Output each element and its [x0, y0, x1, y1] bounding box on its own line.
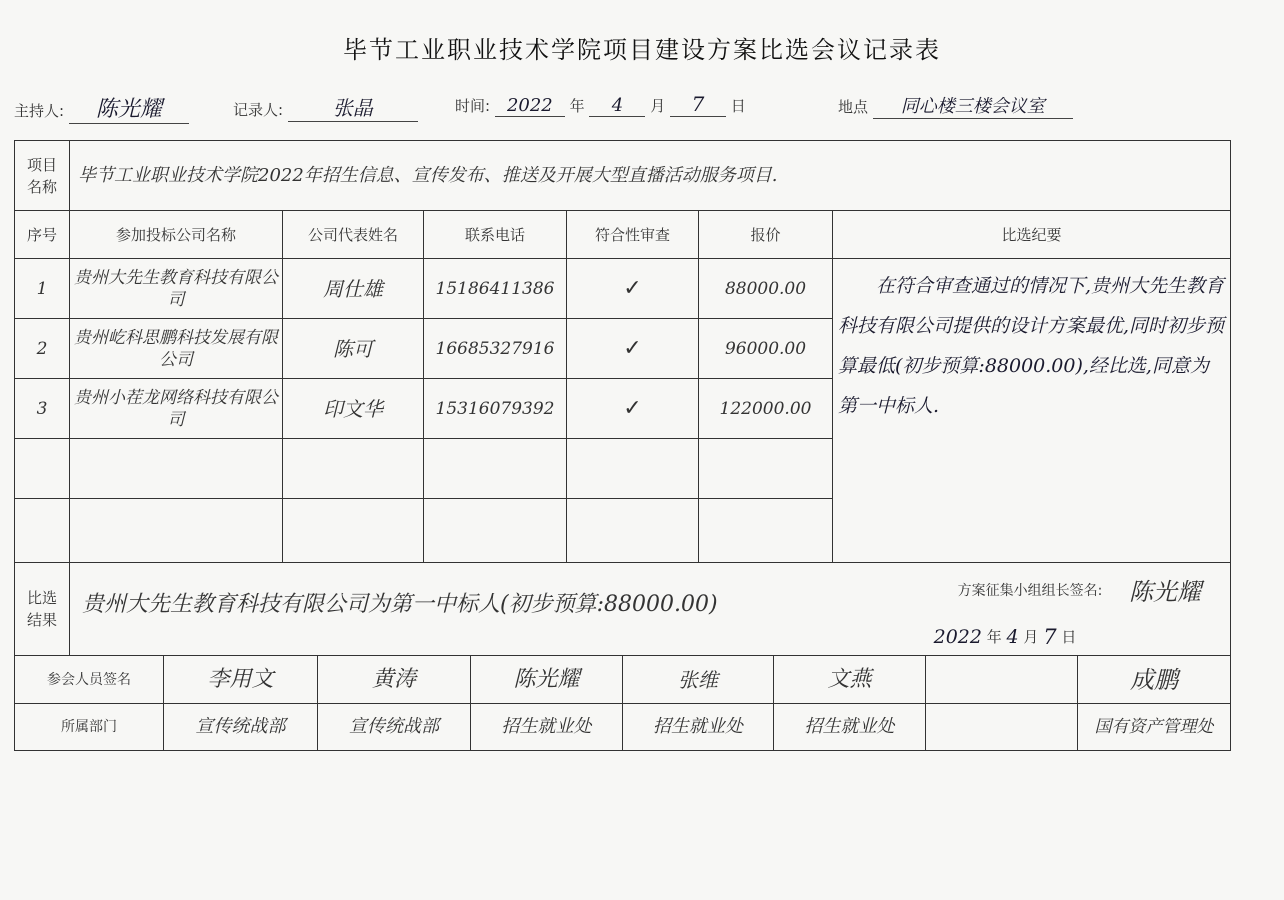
result-day-unit: 日 [1061, 628, 1077, 646]
leader-signature: 陈光耀 [1129, 578, 1201, 606]
meeting-month: 4 [589, 95, 645, 117]
result-year-unit: 年 [986, 628, 1002, 646]
row1-compliance-check: ✓ [623, 275, 642, 301]
row3-price: 122000.00 [719, 398, 812, 419]
month-unit: 月 [650, 97, 666, 115]
attendee-signature-3: 陈光耀 [513, 666, 580, 692]
result-date [905, 622, 1105, 652]
row3-seq: 3 [36, 398, 48, 419]
result-label-line1: 比选 [26, 589, 57, 607]
time-field [455, 92, 746, 117]
recorder-signature: 张晶 [288, 92, 418, 122]
row3-rep: 印文华 [323, 396, 383, 421]
row1-company: 贵州大先生教育科技有限公司 [74, 267, 278, 310]
department-label: 所属部门 [61, 719, 117, 735]
attendee-signature-7: 成鹏 [1130, 665, 1178, 694]
attendee-sign-label: 参会人员签名 [47, 671, 131, 688]
attendee-department-1: 宣传统战部 [195, 716, 286, 737]
table-border-right [1230, 140, 1231, 751]
project-label-line2: 名称 [26, 177, 57, 196]
project-label-line1: 项目 [26, 155, 57, 174]
place-field [838, 92, 1073, 119]
table-rule [69, 562, 70, 656]
attendee-signature-6 [926, 656, 1077, 703]
attendee-signature-2: 黄涛 [371, 666, 416, 692]
host-label: 主持人: [14, 102, 65, 120]
meeting-year: 2022 [495, 95, 565, 117]
time-label: 时间: [455, 97, 491, 115]
host-signature: 陈光耀 [69, 92, 189, 124]
host-field [14, 92, 189, 124]
row2-company: 贵州屹科思鹏科技发展有限公司 [74, 327, 278, 370]
leader-signature-label: 方案征集小组组长签名: [957, 583, 1103, 599]
attendee-signature-1: 李用文 [207, 666, 274, 692]
row1-price: 88000.00 [724, 278, 807, 299]
header-seq: 序号 [26, 225, 57, 244]
header-phone: 联系电话 [464, 225, 525, 244]
row1-seq: 1 [36, 278, 48, 299]
row1-rep: 周仕雄 [323, 276, 383, 301]
selection-notes: 在符合审查通过的情况下,贵州大先生教育科技有限公司提供的设计方案最优,同时初步预算最低(初步预算:88000.00),经比选,同意为第一中标人. [838, 275, 1225, 417]
row2-rep: 陈可 [333, 336, 373, 361]
row3-company: 贵州小茬龙网络科技有限公司 [74, 387, 278, 430]
attendee-signature-4: 张维 [678, 667, 718, 692]
header-rep: 公司代表姓名 [307, 225, 398, 244]
document-title: 毕节工业职业技术学院项目建设方案比选会议记录表 [343, 36, 941, 64]
result-year: 2022 [933, 626, 982, 648]
header-notes: 比选纪要 [1001, 225, 1062, 244]
attendee-department-6 [926, 704, 1077, 750]
result-label [15, 563, 69, 655]
project-label [15, 141, 69, 210]
table-rule [14, 562, 1231, 563]
row2-phone: 16685327916 [435, 338, 555, 359]
header-company: 参加投标公司名称 [115, 225, 236, 244]
place-label: 地点 [838, 98, 869, 116]
attendee-department-7: 国有资产管理处 [1094, 717, 1214, 737]
meeting-day: 7 [670, 92, 726, 117]
result-label-line2: 结果 [26, 611, 57, 629]
recorder-label: 记录人: [233, 101, 284, 119]
attendee-department-4: 招生就业处 [653, 716, 743, 737]
result-text: 贵州大先生教育科技有限公司为第一中标人(初步预算:88000.00) [82, 592, 718, 617]
attendee-department-3: 招生就业处 [501, 716, 592, 737]
recorder-field [233, 92, 418, 122]
result-day: 7 [1043, 625, 1057, 649]
row2-seq: 2 [36, 338, 48, 359]
table-rule [832, 210, 833, 563]
table-rule [69, 140, 70, 563]
meeting-place: 同心楼三楼会议室 [873, 92, 1073, 119]
year-unit: 年 [569, 97, 585, 115]
result-month: 4 [1006, 626, 1019, 648]
row3-compliance-check: ✓ [623, 395, 642, 421]
attendee-department-2: 宣传统战部 [349, 716, 439, 737]
day-unit: 日 [730, 97, 746, 115]
row2-compliance-check: ✓ [623, 335, 642, 361]
header-compliance: 符合性审查 [594, 225, 670, 244]
row1-phone: 15186411386 [435, 278, 555, 299]
result-month-unit: 月 [1023, 628, 1039, 646]
attendee-signature-5: 文燕 [827, 666, 872, 692]
header-price: 报价 [750, 225, 781, 244]
row3-phone: 15316079392 [435, 398, 555, 419]
project-name: 毕节工业职业技术学院2022年招生信息、宣传发布、推送及开展大型直播活动服务项目. [78, 164, 778, 186]
row2-price: 96000.00 [724, 338, 807, 359]
attendee-department-5: 招生就业处 [804, 716, 895, 737]
